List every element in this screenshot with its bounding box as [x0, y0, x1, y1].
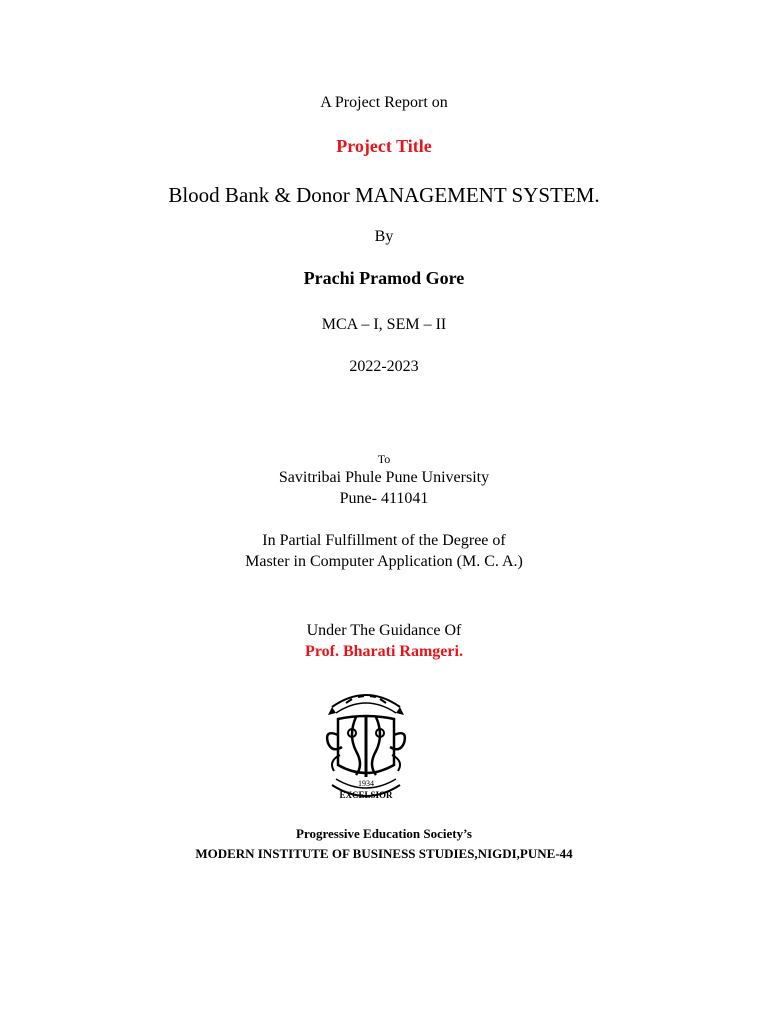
- project-title-heading: Project Title: [336, 136, 432, 156]
- report-intro: A Project Report on: [320, 94, 448, 111]
- course-semester: MCA – I, SEM – II: [321, 316, 447, 333]
- emblem-motto: EXCELSIOR: [339, 790, 393, 800]
- fulfillment-line-1: In Partial Fulfillment of the Degree of: [262, 532, 506, 549]
- guide-name: Prof. Bharati Ramgeri.: [305, 643, 463, 660]
- university-name: Savitribai Phule Pune University: [278, 469, 490, 486]
- society-name: Progressive Education Society’s: [296, 826, 472, 841]
- by-label: By: [374, 228, 394, 245]
- emblem-year: 1934: [358, 779, 374, 788]
- institute-name: MODERN INSTITUTE OF BUSINESS STUDIES,NIGDI,PUNE-44: [195, 846, 573, 861]
- university-city: Pune- 411041: [339, 490, 429, 507]
- fulfillment-line-2: Master in Computer Application (M. C. A.): [245, 553, 523, 570]
- guidance-label: Under The Guidance Of: [306, 622, 462, 639]
- institute-emblem-icon: [318, 685, 414, 805]
- project-title: Blood Bank & Donor MANAGEMENT SYSTEM.: [168, 183, 600, 207]
- academic-year: 2022-2023: [349, 358, 419, 375]
- author-name: Prachi Pramod Gore: [303, 268, 465, 288]
- to-label: To: [377, 452, 391, 466]
